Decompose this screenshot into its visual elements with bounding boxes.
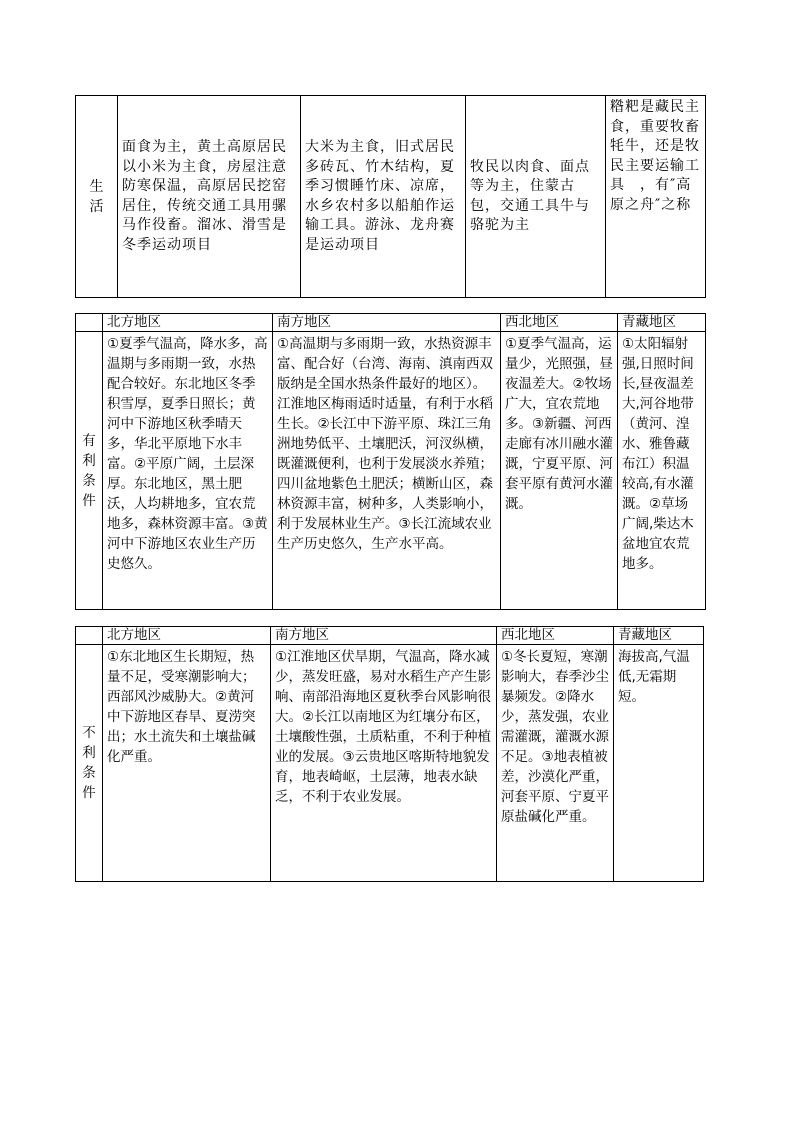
cell-tibet-life: 糌粑是藏民主食，重要牧畜牦牛，还是牧民主要运输工具 ，有″高原之舟″之称 <box>606 96 706 298</box>
cell-south-unfavorable: ①江淮地区伏旱期，气温高，降水减少，蒸发旺盛，易对水稻生产产生影响、南部沿海地区夏秋季台风影响很大。②长江以南地区为红壤分布区，土壤酸性强，土质粘重，不利于种植业的发展。③云贵地区喀斯特地貌发育，地表崎岖，土层薄，地表水缺乏，不利于农业发展。 <box>271 645 497 882</box>
cell-northwest-favorable: ①夏季气温高，运量少，光照强，昼夜温差大。②牧场广大，宜农荒地多。③新疆、河西走廊有冰川融水灌溉，宁夏平原、河套平原有黄河水灌溉。 <box>501 332 618 610</box>
header-row <box>76 314 706 332</box>
unfavorable-row <box>76 645 704 882</box>
header-south: 南方地区 <box>273 314 501 332</box>
header-north: 北方地区 <box>103 314 273 332</box>
header-south: 南方地区 <box>271 627 497 645</box>
row-label-favorable: 有利条件 <box>76 332 103 610</box>
cell-south-favorable: ①高温期与多雨期一致，水热资源丰富、配合好（台湾、海南、滇南西双版纳是全国水热条件最好的地区）。江淮地区梅雨适时适量，有利于水稻生长。②长江中下游平原、珠江三角洲地势低平、土壤肥沃，河汊纵横，既灌溉便利，也利于发展淡水养殖；四川盆地紫色土肥沃；横断山区，森林资源丰富，树种多，人类影响小，利于发展林业生产。③长江流域农业生产历史悠久，生产水平高。 <box>273 332 501 610</box>
row-label-life: 生活 <box>76 96 118 298</box>
cell-tibet-favorable: ①太阳辐射强,日照时间长,昼夜温差大,河谷地带（黄河、湟水、雅鲁藏布江）积温较高,有水灌溉。②草场广阔,柴达木盆地宜农荒地多。 <box>618 332 706 610</box>
row-label-unfavorable: 不利条件 <box>76 645 103 882</box>
cell-north-life: 面食为主，黄土高原居民以小米为主食，房屋注意防寒保温，高原居民挖窑居住，传统交通工具用骡马作役畜。溜冰、滑雪是冬季运动项目 <box>118 96 301 298</box>
favorable-row <box>76 332 706 610</box>
header-corner <box>76 627 103 645</box>
header-corner <box>76 314 103 332</box>
header-northwest: 西北地区 <box>501 314 618 332</box>
unfavorable-conditions-table <box>75 626 704 882</box>
header-tibet: 青藏地区 <box>618 314 706 332</box>
header-north: 北方地区 <box>103 627 271 645</box>
favorable-conditions-table <box>75 313 706 610</box>
life-table <box>75 95 706 298</box>
cell-north-unfavorable: ①东北地区生长期短，热量不足，受寒潮影响大；西部风沙威胁大。②黄河中下游地区春旱、夏涝突出；水土流失和土壤盐碱化严重。 <box>103 645 271 882</box>
cell-tibet-unfavorable: 海拔高,气温低,无霜期短。 <box>614 645 704 882</box>
cell-north-favorable: ①夏季气温高，降水多，高温期与多雨期一致，水热配合较好。东北地区冬季积雪厚，夏季日照长；黄河中下游地区秋季晴天多，华北平原地下水丰富。②平原广阔，土层深厚。东北地区，黑土肥沃，人均耕地多，宜农荒地多，森林资源丰富。③黄河中下游地区农业生产历史悠久。 <box>103 332 273 610</box>
cell-northwest-unfavorable: ①冬长夏短，寒潮影响大，春季沙尘暴频发。②降水少，蒸发强，农业需灌溉，灌溉水源不足。③地表植被差，沙漠化严重，河套平原、宁夏平原盐碱化严重。 <box>497 645 614 882</box>
cell-south-life: 大米为主食，旧式居民多砖瓦、竹木结构，夏季习惯睡竹床、凉席，水乡农村多以船舶作运输工具。游泳、龙舟赛是运动项目 <box>301 96 466 298</box>
header-tibet: 青藏地区 <box>614 627 704 645</box>
cell-northwest-life: 牧民以肉食、面点等为主，住蒙古包，交通工具牛与骆驼为主 <box>466 96 606 298</box>
header-northwest: 西北地区 <box>497 627 614 645</box>
header-row <box>76 627 704 645</box>
life-row <box>76 96 706 298</box>
